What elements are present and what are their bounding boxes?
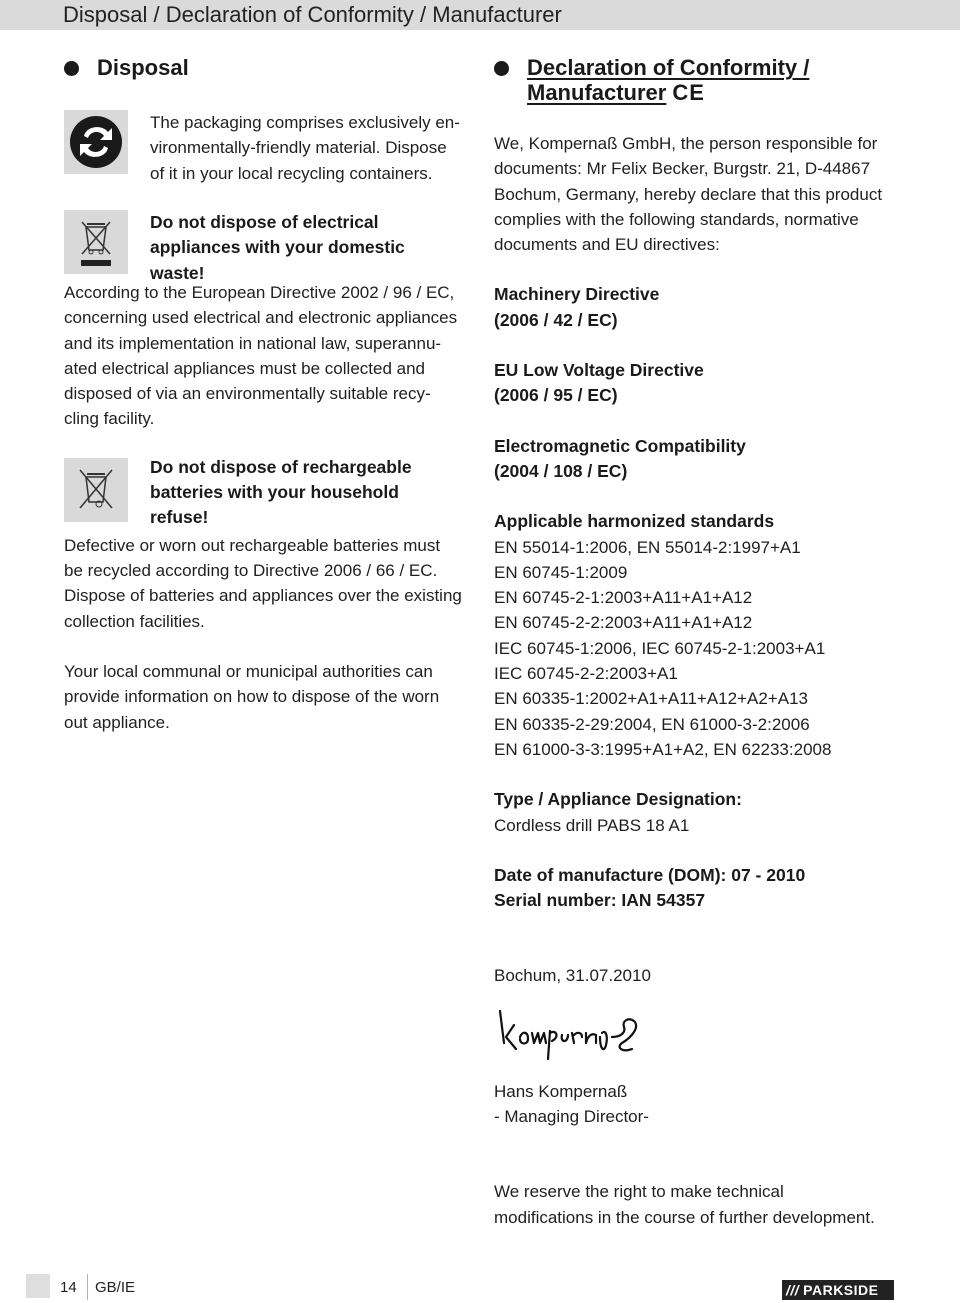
electrical-warning-block bbox=[64, 210, 474, 286]
serial-number: Serial number: IAN 54357 bbox=[494, 890, 706, 911]
list-item: EN 61000-3-3:1995+A1+A2, EN 62233:2008 bbox=[494, 739, 832, 759]
type-value: Cordless drill PABS 18 A1 bbox=[494, 815, 690, 835]
page-header-title: Disposal / Declaration of Conformity / Manufacturer bbox=[63, 2, 562, 27]
directive-emc: Electromagnetic Compatibility (2004 / 108 / EC) bbox=[494, 435, 746, 481]
signatory-title: - Managing Director- bbox=[494, 1107, 649, 1127]
reserve-text: We reserve the right to make technical modifications in the course of further development. bbox=[494, 1182, 875, 1227]
list-item: EN 60335-2-29:2004, EN 61000-3-2:2006 bbox=[494, 714, 810, 734]
type-block bbox=[494, 787, 924, 838]
footer-tab-marker bbox=[26, 1274, 50, 1298]
disposal-section bbox=[64, 55, 474, 735]
section-bullet-icon bbox=[494, 61, 509, 76]
list-item: IEC 60745-2-2:2003+A1 bbox=[494, 664, 678, 684]
section-bullet-icon bbox=[64, 61, 79, 76]
list-item: EN 60335-1:2002+A1+A11+A12+A2+A13 bbox=[494, 689, 808, 709]
conformity-section bbox=[494, 55, 924, 1230]
list-item: IEC 60745-1:2006, IEC 60745-2-1:2003+A1 bbox=[494, 638, 826, 658]
standards-block bbox=[494, 509, 924, 762]
list-item: EN 60745-2-1:2003+A11+A1+A12 bbox=[494, 588, 753, 608]
type-heading: Type / Appliance Designation: bbox=[494, 789, 742, 810]
footer-divider bbox=[87, 1274, 88, 1300]
manufacture-block bbox=[494, 863, 924, 914]
battery-warning-block bbox=[64, 455, 474, 531]
conformity-heading: Declaration of Conformity / Manufacturer CE bbox=[494, 55, 924, 105]
conformity-intro: We, Kompernaß GmbH, the person responsible for documents: Mr Felix Becker, Burgstr. 21, D-44867 Bochum, Germany, hereby declare that this product complies with the following standards, normative documents and EU directives: bbox=[494, 134, 883, 255]
brand-name: PARKSIDE bbox=[803, 1282, 879, 1298]
battery-bin-icon bbox=[64, 458, 128, 527]
packaging-block bbox=[64, 110, 474, 205]
list-item: EN 60745-1:2009 bbox=[494, 562, 628, 582]
standards-heading: Applicable harmonized standards bbox=[494, 511, 775, 532]
date-of-manufacture: Date of manufacture (DOM): 07 - 2010 bbox=[494, 864, 806, 885]
directive-low-voltage: EU Low Voltage Directive (2006 / 95 / EC) bbox=[494, 360, 704, 406]
standards-list bbox=[494, 535, 924, 763]
brand-logo bbox=[782, 1280, 894, 1300]
list-item: EN 60745-2-2:2003+A11+A1+A12 bbox=[494, 613, 753, 633]
directive-text: According to the European Directive 2002 / 96 / EC, concerning used electrical and electronic appliances and its implementation in national law, superannu- ated electrical appliances must be collected and disposed of via an environmentally suitable recy- cling facility. bbox=[64, 283, 458, 429]
page-number: 14 bbox=[60, 1279, 77, 1296]
ce-mark: CE bbox=[672, 80, 705, 105]
electrical-warning: Do not dispose of electrical appliances with your domestic waste! bbox=[150, 212, 405, 283]
language-code: GB/IE bbox=[95, 1279, 136, 1296]
signatory-name: Hans Kompernaß bbox=[494, 1081, 628, 1101]
place-date: Bochum, 31.07.2010 bbox=[494, 966, 651, 986]
directive-machinery: Machinery Directive (2006 / 42 / EC) bbox=[494, 284, 660, 330]
battery-warning: Do not dispose of rechargeable batteries with your household refuse! bbox=[150, 456, 412, 528]
signatory-block bbox=[494, 1079, 924, 1130]
authority-text: Your local communal or municipal authorities can provide information on how to dispose of the worn out appliance. bbox=[64, 661, 440, 732]
brand-slashes: /// bbox=[786, 1282, 800, 1298]
page-header bbox=[0, 0, 960, 30]
battery-text: Defective or worn out rechargeable batteries must be recycled according to Directive 2006 / 66 / EC. Dispose of batteries and appliances over the existing collection facilities. bbox=[64, 535, 462, 631]
packaging-text: The packaging comprises exclusively en- vironmentally-friendly material. Dispose of it in your local recycling containers. bbox=[150, 113, 460, 183]
weee-bin-icon bbox=[64, 210, 128, 279]
signature bbox=[494, 1003, 924, 1067]
disposal-heading: Disposal bbox=[64, 55, 474, 80]
list-item: EN 55014-1:2006, EN 55014-2:1997+A1 bbox=[494, 537, 801, 557]
recycling-icon bbox=[64, 110, 128, 179]
